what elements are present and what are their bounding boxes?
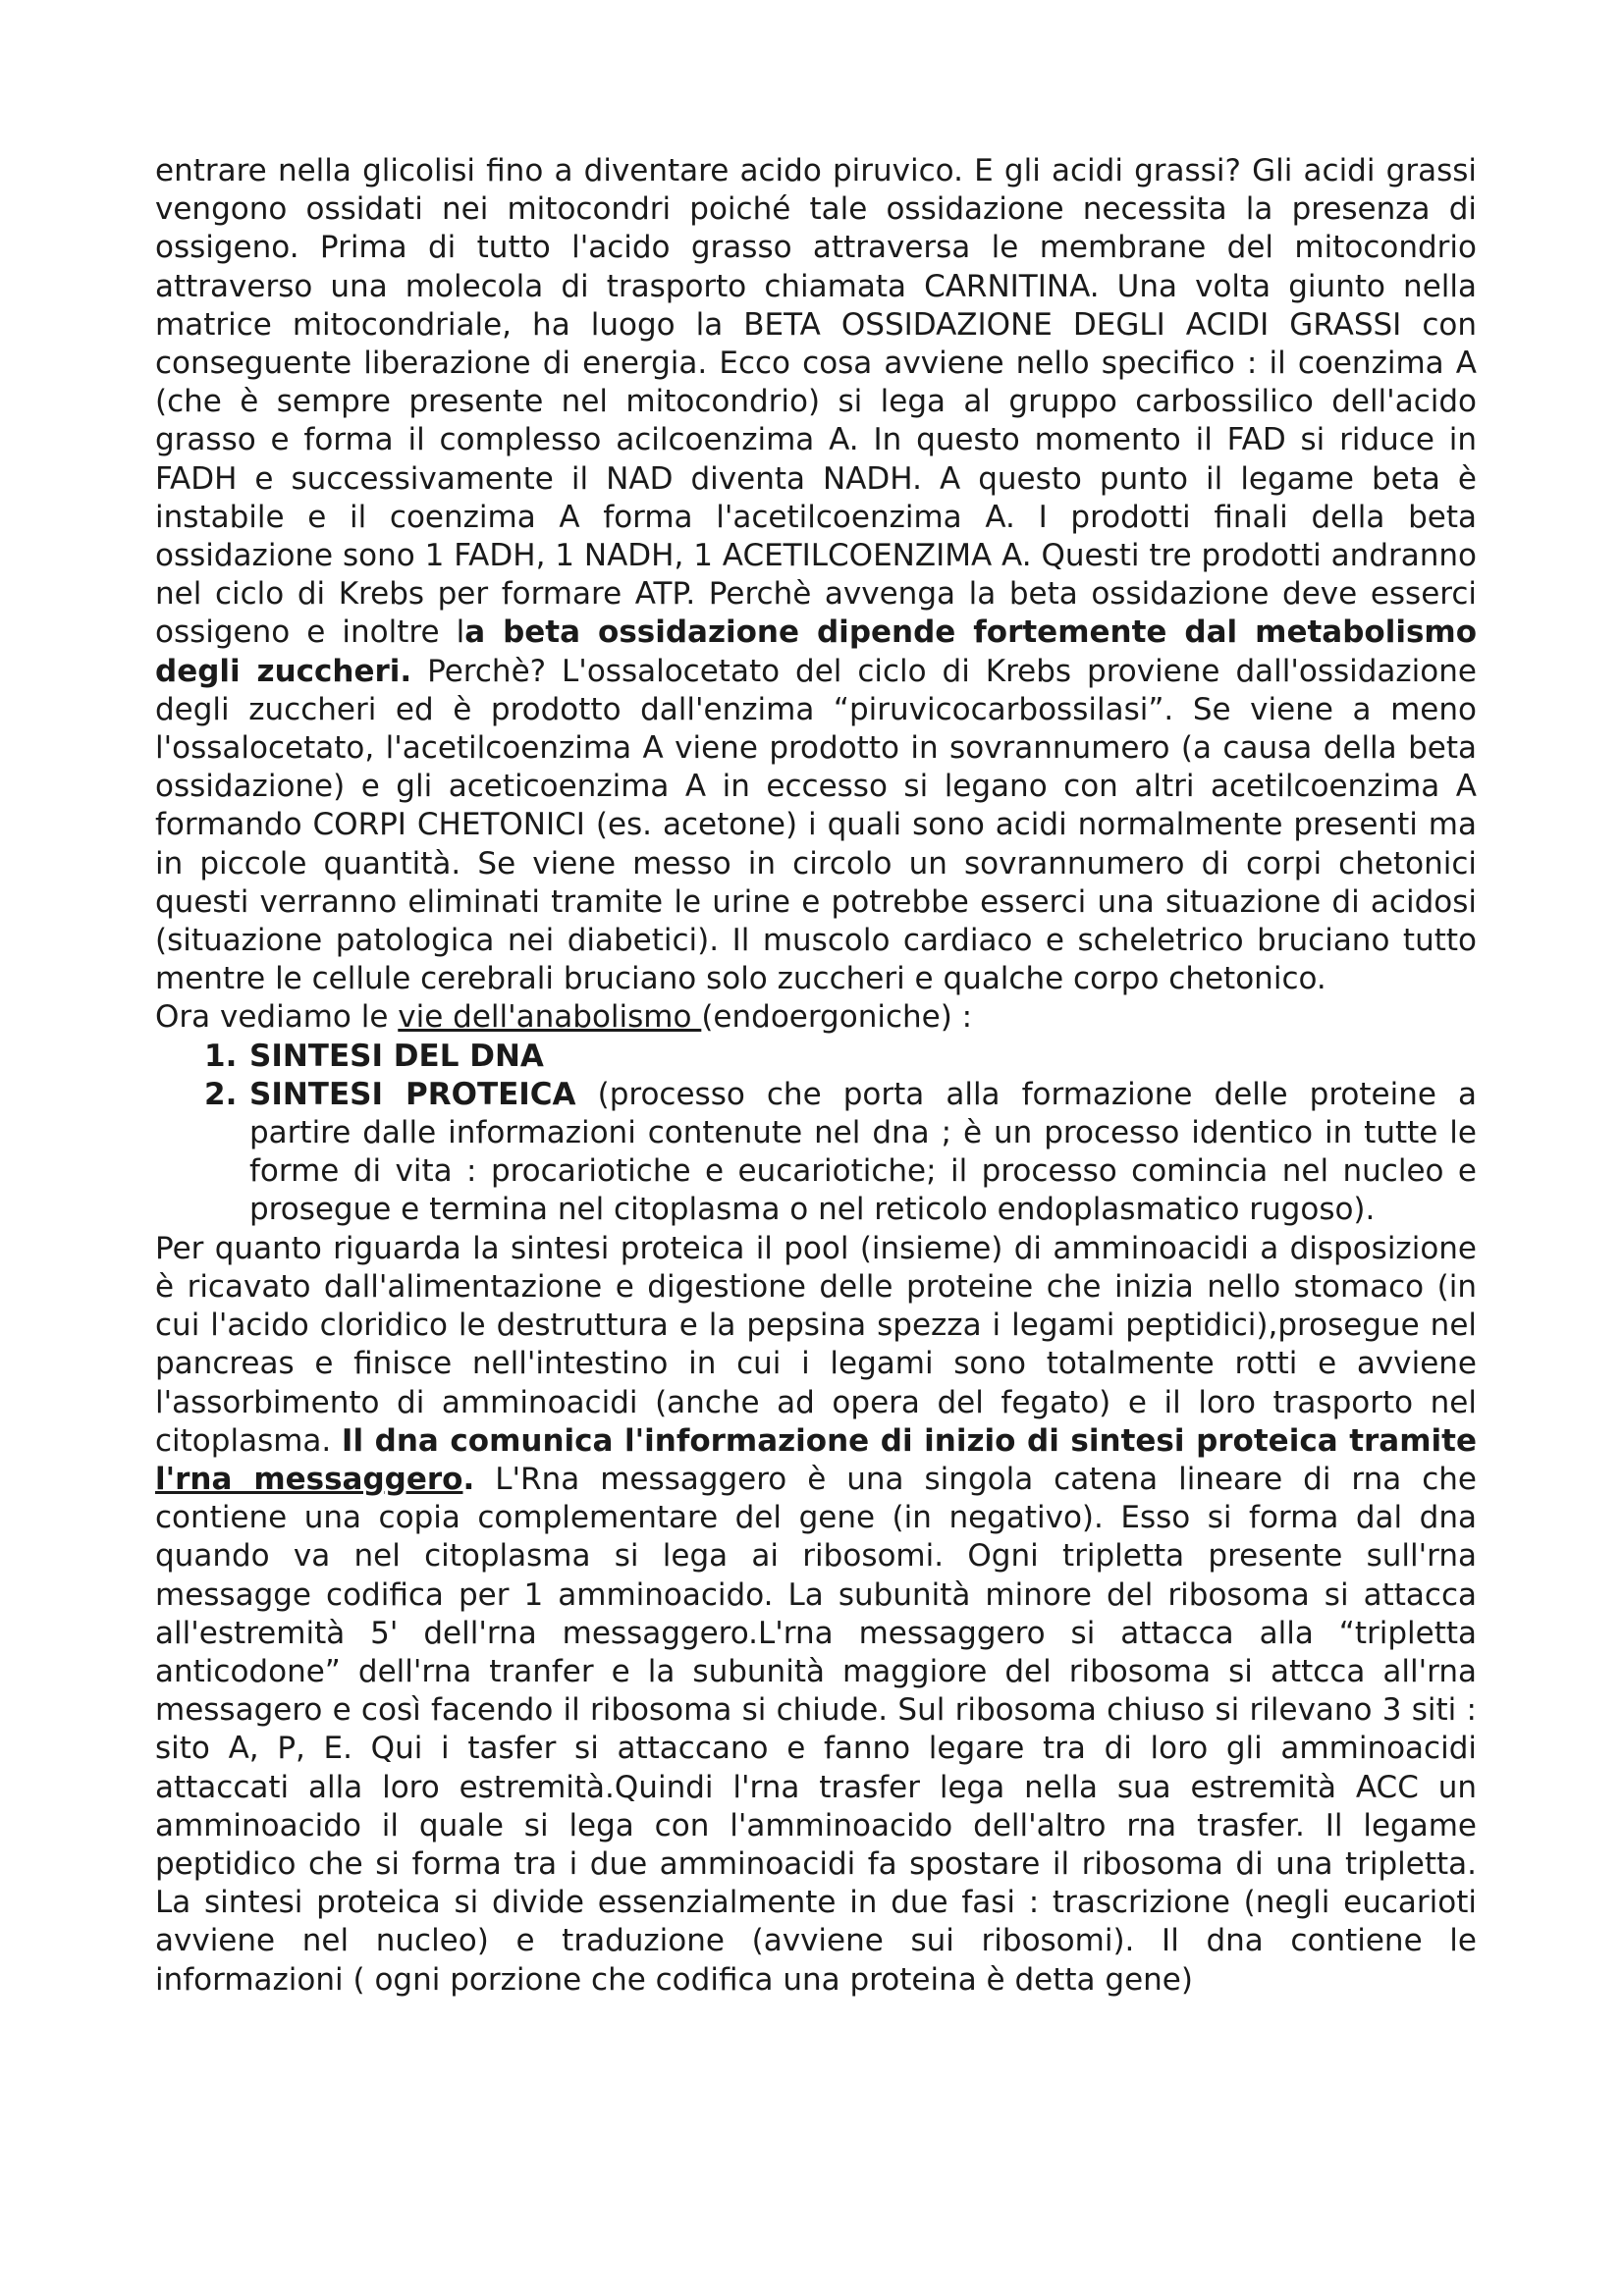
paragraph-protein-synthesis	[155, 1230, 1477, 2000]
underlined-term: vie dell'anabolismo	[398, 999, 702, 1036]
bold-emphasis: a beta ossidazione dipende fortemente dal metabolismo degli zuccheri.	[155, 614, 1477, 689]
anabolism-list	[155, 1038, 1477, 1230]
intro-text: (endoergoniche) :	[701, 999, 973, 1036]
list-item	[155, 1038, 1477, 1076]
paragraph-text: entrare nella glicolisi fino a diventare acido piruvico. E gli acidi grassi? Gli acidi grassi vengono ossidati nei mitocondri poiché tale ossidazione necessita la presenza di ossigeno. Prima di tutto l'acido grasso attraversa le membrane del mitocondrio attraverso una molecola di trasporto chiamata CARNITINA. Una volta giunto nella matrice mitocondriale, ha luogo la BETA OSSIDAZIONE DEGLI ACIDI GRASSI con conseguente liberazione di energia. Ecco cosa avviene nello specifico : il coenzima A (che è sempre presente nel mitocondrio) si lega al gruppo carbossilico dell'acido grasso e forma il complesso acilcoenzima A. In questo momento il FAD si riduce in FADH e successivamente il NAD diventa NADH. A questo punto il legame beta è instabile e il coenzima A forma l'acetilcoenzima A. I prodotti finali della beta ossidazione sono 1 FADH, 1 NADH, 1 ACETILCOENZIMA A. Questi tre prodotti andranno nel ciclo di Krebs per formare ATP. Perchè avvenga la beta ossidazione deve esserci ossigeno e inoltre l	[155, 153, 1477, 651]
paragraph-text: Perchè? L'ossalocetato del ciclo di Krebs proviene dall'ossidazione degli zuccheri ed è prodotto dall'enzima “piruvicocarbossilasi”. Se viene a meno l'ossalocetato, l'acetilcoenzima A viene prodotto in sovrannumero (a causa della beta ossidazione) e gli aceticoenzima A in eccesso si legano con altri acetilcoenzima A formando CORPI CHETONICI (es. acetone) i quali sono acidi normalmente presenti ma in piccole quantità. Se viene messo in circolo un sovrannumero di corpi chetonici questi verranno eliminati tramite le urine e potrebbe esserci una situazione di acidosi (situazione patologica nei diabetici). Il muscolo cardiaco e scheletrico bruciano tutto mentre le cellule cerebrali bruciano solo zuccheri e qualche corpo chetonico.	[155, 653, 1477, 997]
list-item-text: (processo che porta alla formazione delle proteine a partire dalle informazioni contenute nel dna ; è un processo identico in tutte le forme di vita : procariotiche e eucariotiche; il processo comincia nel nucleo e prosegue e termina nel citoplasma o nel reticolo endoplasmatico rugoso).	[249, 1076, 1477, 1228]
bold-underlined-term: l'rna messaggero	[155, 1461, 463, 1497]
bold-emphasis: Il dna comunica l'informazione di inizio di sintesi proteica tramite	[341, 1422, 1477, 1459]
intro-text: Ora vediamo le	[155, 999, 399, 1036]
anabolism-intro	[155, 998, 1477, 1037]
bold-emphasis: .	[462, 1461, 475, 1497]
list-item	[155, 1076, 1477, 1230]
list-item-title: SINTESI PROTEICA	[249, 1076, 576, 1112]
paragraph-text: Per quanto riguarda la sintesi proteica il pool (insieme) di amminoacidi a disposizione è ricavato dall'alimentazione e digestione delle proteine che inizia nello stomaco (in cui l'acido cloridico le destruttura e la pepsina spezza i legami peptidici),prosegue nel pancreas e finisce nell'intestino in cui i legami sono totalmente rotti e avviene l'assorbimento di amminoacidi (anche ad opera del fegato) e il loro trasporto nel citoplasma.	[155, 1230, 1477, 1459]
list-number: 2.	[204, 1076, 238, 1112]
list-item-title: SINTESI DEL DNA	[249, 1038, 544, 1074]
paragraph-text: L'Rna messaggero è una singola catena lineare di rna che contiene una copia complementare del gene (in negativo). Esso si forma dal dna quando va nel citoplasma si lega ai ribosomi. Ogni tripletta presente sull'rna messagge codifica per 1 amminoacido. La subunità minore del ribosoma si attacca all'estremità 5' dell'rna messaggero.L'rna messaggero si attacca alla “tripletta anticodone” dell'rna tranfer e la subunità maggiore del ribosoma si attcca all'rna messagero e così facendo il ribosoma si chiude. Sul ribosoma chiuso si rilevano 3 siti : sito A, P, E. Qui i tasfer si attaccano e fanno legare tra di loro gli amminoacidi attaccati alla loro estremità.Quindi l'rna trasfer lega nella sua estremità ACC un amminoacido il quale si lega con l'amminoacido dell'altro rna trasfer. Il legame peptidico che si forma tra i due amminoacidi fa spostare il ribosoma di una tripletta. La sintesi proteica si divide essenzialmente in due fasi : trascrizione (negli eucarioti avviene nel nucleo) e traduzione (avviene sui ribosomi). Il dna contiene le informazioni ( ogni porzione che codifica una proteina è detta gene)	[155, 1461, 1478, 1998]
paragraph-beta-oxidation	[155, 152, 1477, 998]
document-page	[155, 152, 1477, 2000]
list-number: 1.	[204, 1038, 238, 1074]
